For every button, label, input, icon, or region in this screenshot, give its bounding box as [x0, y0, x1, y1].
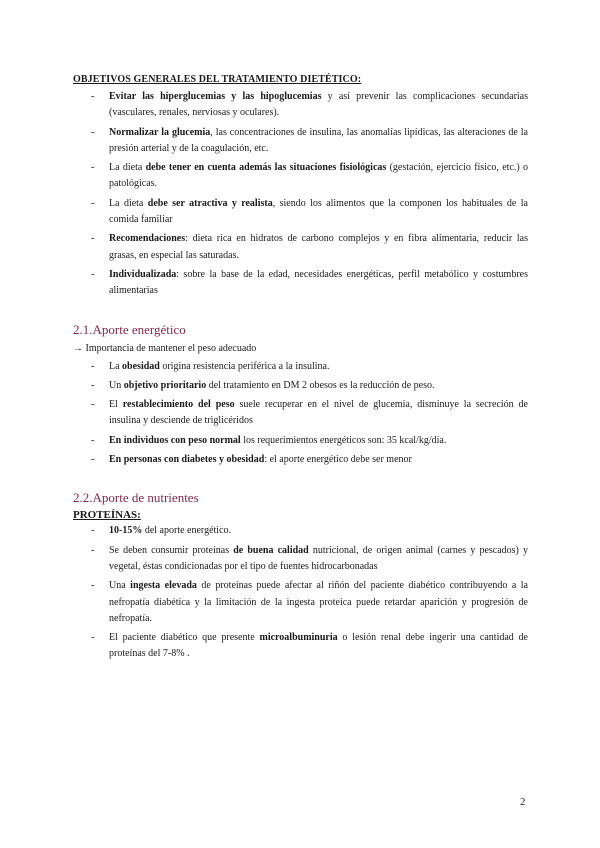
list-item: - El restablecimiento del peso suele recuperar en el nivel de glucemia, disminuye la secreción de insulina y desciende de triglicéridos [73, 397, 528, 430]
page-number: 2 [520, 796, 526, 808]
list-item: - 10-15% del aporte energético. [73, 523, 528, 539]
proteins-subtitle: PROTEÍNAS: [73, 509, 141, 522]
list-item: - En personas con diabetes y obesidad: el aporte energético debe ser menor [73, 452, 528, 468]
list-item: - Una ingesta elevada de proteínas puede afectar al riñón del paciente diabético contribuyendo a la nefropatía diabética y la limitación de la ingesta proteica puede retardar aparición y progresión de nefropatía. [73, 578, 528, 627]
objectives-title: OBJETIVOS GENERALES DEL TRATAMIENTO DIETÉTICO: [73, 74, 362, 85]
list-item: - Normalizar la glucemia, las concentraciones de insulina, las anomalías lipídicas, las alteraciones de la presión arterial y de la coagulación, etc. [73, 125, 528, 158]
list-item: - El paciente diabético que presente microalbuminuria o lesión renal debe ingerir una cantidad de proteínas del 7-8% . [73, 630, 528, 663]
list-item: - La dieta debe tener en cuenta además las situaciones fisiológicas (gestación, ejercicio físico, etc.) o patológicas. [73, 160, 528, 193]
energy-intro: → Importancia de mantener el peso adecuado [73, 342, 257, 354]
list-item: - La dieta debe ser atractiva y realista, siendo los alimentos que la componen los habituales de la comida familiar [73, 196, 528, 229]
nutrients-list [73, 523, 528, 662]
list-item: - La obesidad origina resistencia periférica a la insulina. [73, 359, 528, 375]
list-item: - Evitar las hiperglucemias y las hipoglucemias y así prevenir las complicaciones secundarias (vasculares, renales, nerviosas y oculares). [73, 89, 528, 122]
nutrients-heading: 2.2.Aporte de nutrientes [73, 490, 199, 506]
list-item: - Un objetivo prioritario del tratamiento en DM 2 obesos es la reducción de peso. [73, 378, 528, 394]
list-item: - En individuos con peso normal los requerimientos energéticos son: 35 kcal/kg/día. [73, 433, 528, 449]
list-item: - Se deben consumir proteínas de buena calidad nutricional, de origen animal (carnes y pescados) y vegetal, éstas condicionadas por el tipo de fuentes hidrocarbonadas [73, 543, 528, 576]
list-item: - Recomendaciones: dieta rica en hidratos de carbono complejos y en fibra alimentaria, reducir las grasas, en especial las saturadas. [73, 231, 528, 264]
energy-list [73, 359, 528, 469]
energy-heading: 2.1.Aporte energético [73, 321, 186, 337]
list-item: - Individualizada: sobre la base de la edad, necesidades energéticas, perfil metabólico y costumbres alimentarias [73, 267, 528, 300]
document-page [73, 74, 528, 666]
objectives-list [73, 89, 528, 300]
